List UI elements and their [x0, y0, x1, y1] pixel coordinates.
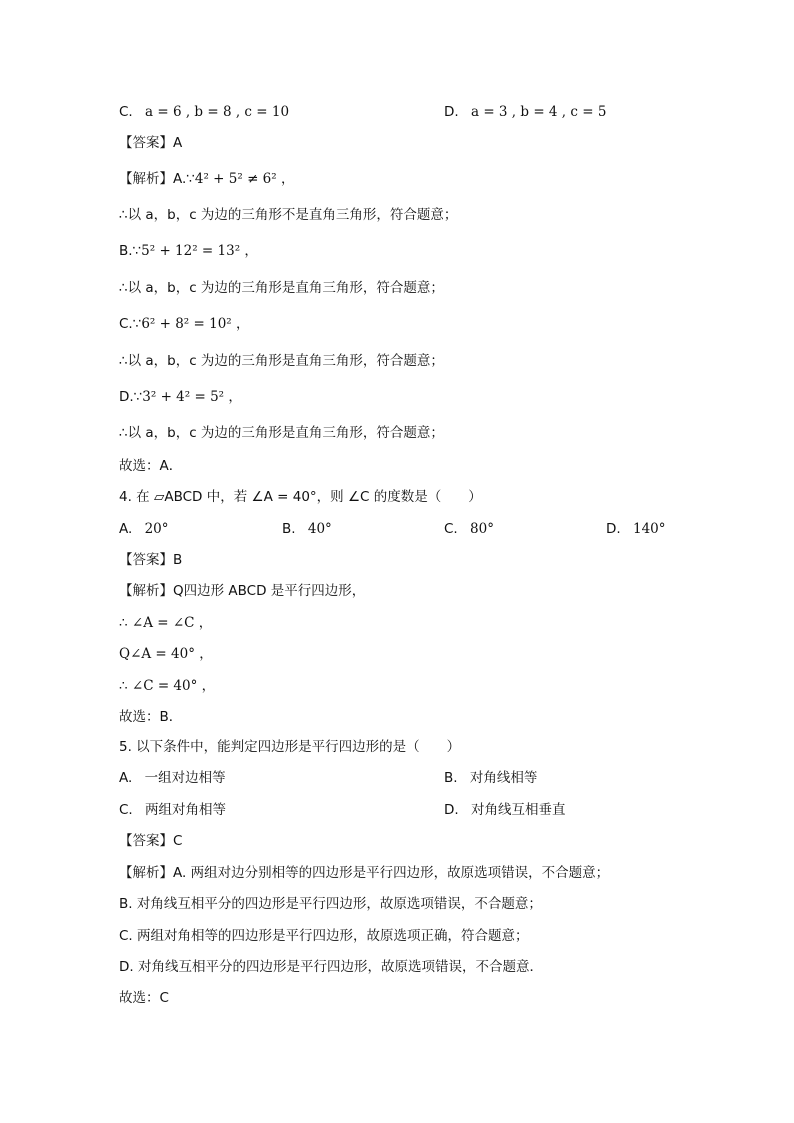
q5-option-d [444, 801, 565, 819]
q5-choice: 故选：C [119, 990, 169, 1006]
q3-option-c-text: a = 6 , b = 8 , c = 10 [145, 104, 290, 120]
q3-option-c [119, 103, 289, 121]
q5-option-d-text: 对角线互相垂直 [470, 802, 566, 818]
q3-analysis-b-math: 5² + 12² = 13² ， [141, 243, 258, 259]
q3-analysis-a [119, 170, 294, 188]
q4-option-c-text: 80° [470, 521, 494, 537]
q4-answer-label: 【答案】 [119, 552, 173, 568]
q3-option-d [444, 103, 606, 121]
q5-option-c [119, 801, 226, 819]
q4-analysis-line-2: ∴ ∠A = ∠C ， [119, 615, 213, 631]
q5-answer-label: 【答案】 [119, 833, 173, 849]
q5-option-b-text: 对角线相等 [469, 770, 538, 786]
q4-option-c [444, 520, 494, 538]
q3-option-c-label: C. [119, 104, 133, 120]
q4-analysis-text-1: Q四边形 ABCD 是平行四边形， [173, 583, 366, 599]
q4-stem: 4. 在 ▱ABCD 中，若 ∠A = 40°，则 ∠C 的度数是（ ） [119, 489, 482, 505]
q5-analysis-label: 【解析】 [119, 865, 173, 881]
q4-analysis-line-3: Q∠A = 40° ， [119, 646, 213, 662]
q3-analysis-d-math: 3² + 4² = 5² ， [142, 389, 242, 405]
q4-option-d-label: D. [606, 521, 621, 537]
q4-option-b-text: 40° [307, 521, 332, 537]
q3-analysis-a-conclusion: ∴以 a，b，c 为边的三角形不是直角三角形，符合题意； [119, 207, 458, 223]
q4-analysis-line-4: ∴ ∠C = 40° ， [119, 678, 216, 694]
q3-answer [119, 134, 182, 152]
q3-analysis-d [119, 388, 242, 406]
q3-analysis-d-conclusion: ∴以 a，b，c 为边的三角形是直角三角形，符合题意； [119, 425, 444, 441]
q3-choice: 故选：A． [119, 458, 183, 474]
q3-analysis-label: 【解析】 [119, 171, 173, 187]
q3-analysis-c [119, 315, 249, 333]
q5-option-c-label: C. [119, 802, 133, 818]
q3-analysis-c-conclusion: ∴以 a，b，c 为边的三角形是直角三角形，符合题意； [119, 353, 444, 369]
q5-analysis-line-2: B. 对角线互相平分的四边形是平行四边形，故原选项错误，不合题意； [119, 896, 542, 912]
q5-stem: 5. 以下条件中，能判定四边形是平行四边形的是（ ） [119, 739, 461, 755]
q5-analysis-line-3: C. 两组对角相等的四边形是平行四边形，故原选项正确，符合题意； [119, 928, 529, 944]
q3-analysis-a-math: 4² + 5² ≠ 6² ， [194, 171, 295, 187]
q3-analysis-d-prefix: D.∵ [119, 389, 143, 405]
q5-option-d-label: D. [444, 802, 459, 818]
q3-analysis-c-math: 6² + 8² = 10² ， [141, 316, 250, 332]
q5-option-a-text: 一组对边相等 [144, 770, 226, 786]
q5-analysis-line-4: D. 对角线互相平分的四边形是平行四边形，故原选项错误，不合题意． [119, 959, 543, 975]
q4-choice: 故选：B． [119, 709, 183, 725]
q4-analysis-line-1 [119, 582, 365, 600]
q3-analysis-b-conclusion: ∴以 a，b，c 为边的三角形是直角三角形，符合题意； [119, 280, 444, 296]
q4-option-b [282, 520, 332, 538]
q3-option-d-text: a = 3 , b = 4 , c = 5 [470, 104, 607, 120]
q5-answer-value: C [173, 833, 183, 849]
q5-option-b [444, 769, 537, 787]
q3-analysis-b-prefix: B.∵ [119, 243, 142, 259]
q3-analysis-b [119, 242, 258, 260]
q3-answer-label: 【答案】 [119, 135, 173, 151]
q5-analysis-line-1 [119, 864, 609, 882]
q4-answer-value: B [173, 552, 183, 568]
q4-analysis-label: 【解析】 [119, 583, 173, 599]
q5-option-c-text: 两组对角相等 [145, 802, 227, 818]
q3-option-d-label: D. [444, 104, 459, 120]
q3-analysis-c-prefix: C.∵ [119, 316, 142, 332]
q3-analysis-a-prefix: A.∵ [173, 171, 195, 187]
q4-option-a [119, 520, 169, 538]
q4-option-b-label: B. [282, 521, 296, 537]
q4-option-a-label: A. [119, 521, 133, 537]
q3-answer-value: A [173, 135, 183, 151]
q5-answer [119, 832, 182, 850]
q4-option-d-text: 140° [632, 521, 666, 537]
q5-option-b-label: B. [444, 770, 458, 786]
q4-option-c-label: C. [444, 521, 458, 537]
q4-option-a-text: 20° [144, 521, 169, 537]
q5-option-a [119, 769, 226, 787]
q5-option-a-label: A. [119, 770, 133, 786]
q4-answer [119, 551, 182, 569]
q4-option-d [606, 520, 666, 538]
q5-analysis-text-1: A. 两组对边分别相等的四边形是平行四边形，故原选项错误，不合题意； [173, 865, 610, 881]
